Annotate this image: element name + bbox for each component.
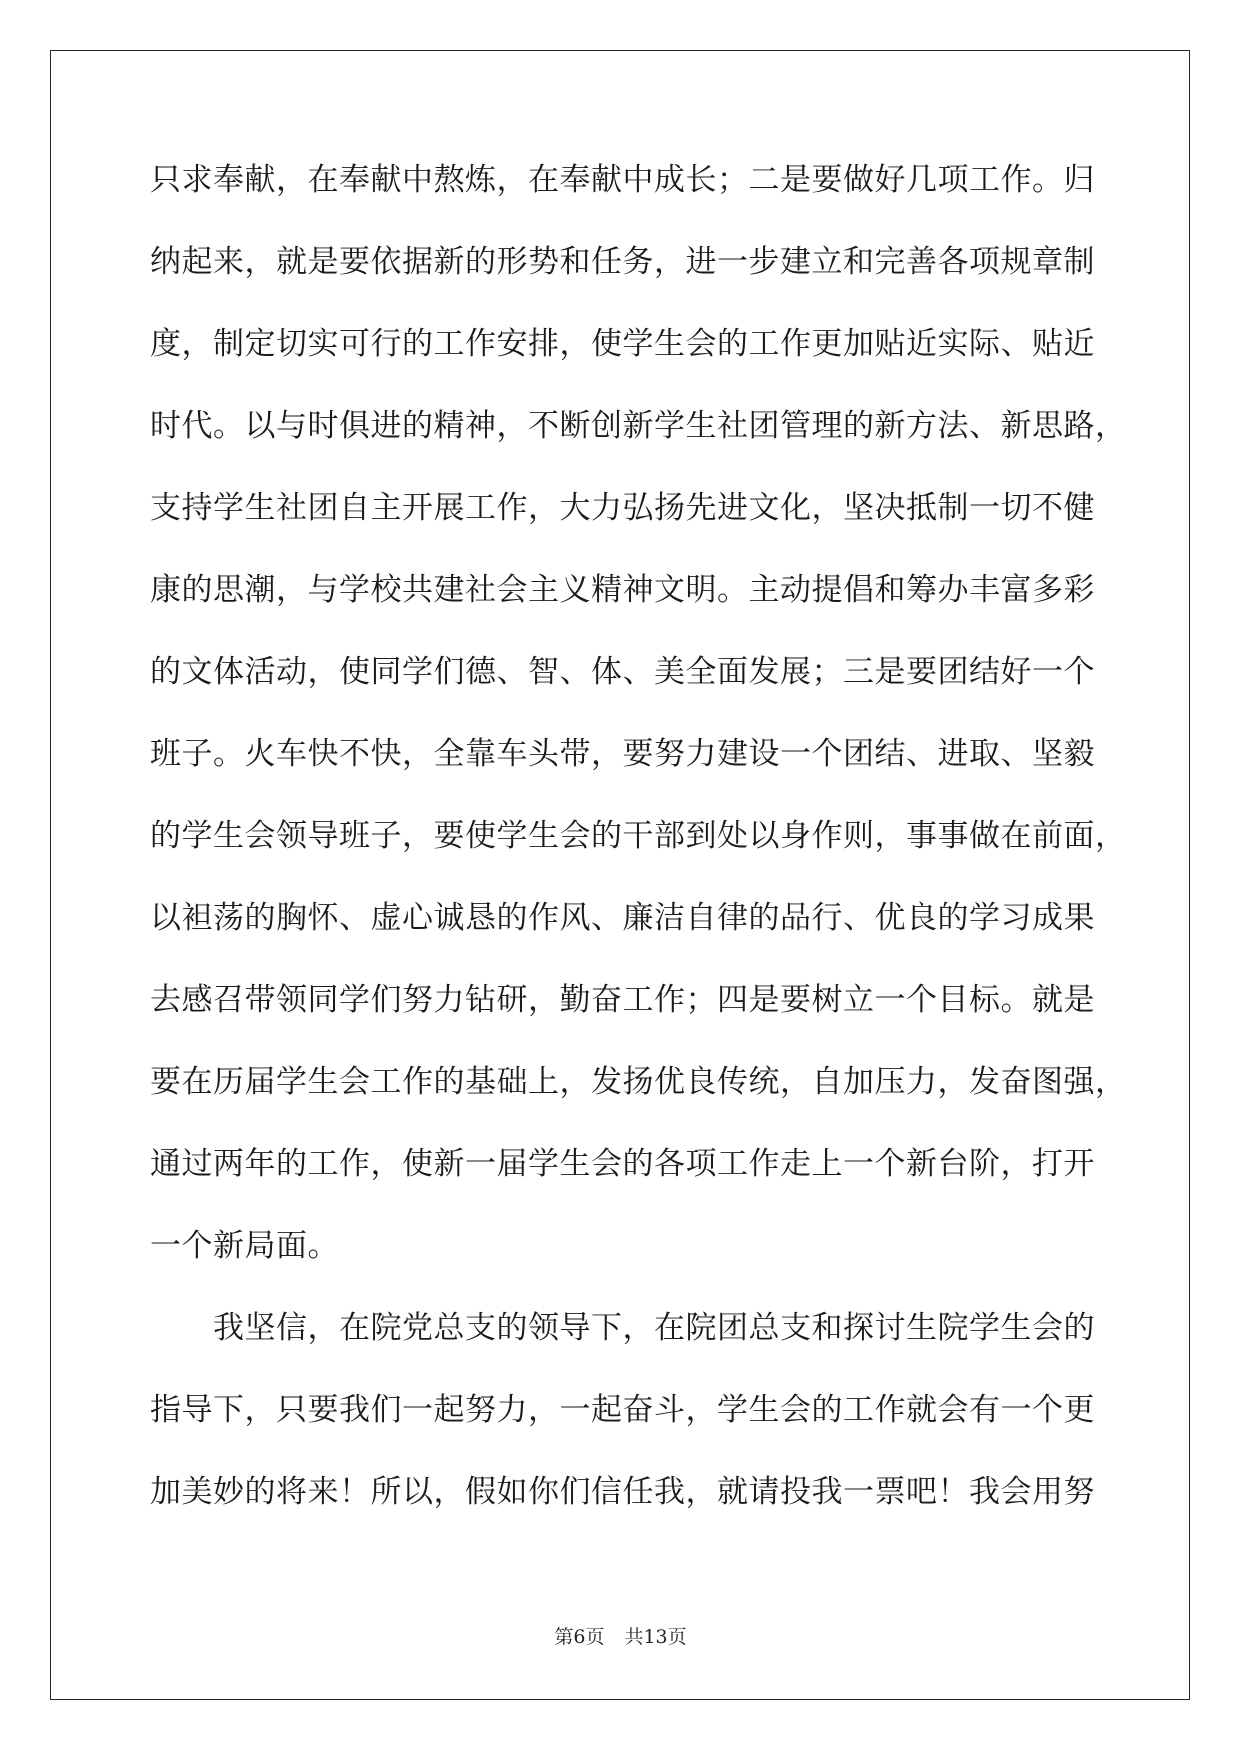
- page-number: 第6页: [554, 1626, 605, 1648]
- page-total: 共13页: [624, 1626, 687, 1648]
- text-line: 一个新局面。: [150, 1228, 339, 1264]
- text-line: 指导下，只要我们一起努力，一起奋斗，学生会的工作就会有一个更: [150, 1392, 1095, 1428]
- document-body: [150, 160, 1127, 1554]
- text-line: 的学生会领导班子，要使学生会的干部到处以身作则，事事做在前面，: [150, 818, 1127, 854]
- text-line: 康的思潮，与学校共建社会主义精神文明。主动提倡和筹办丰富多彩: [150, 572, 1095, 608]
- text-line: 我坚信，在院党总支的领导下，在院团总支和探讨生院学生会的: [150, 1310, 1095, 1346]
- text-line: 去感召带领同学们努力钻研，勤奋工作；四是要树立一个目标。就是: [150, 982, 1095, 1018]
- text-line: 时代。以与时俱进的精神，不断创新学生社团管理的新方法、新思路，: [150, 408, 1127, 444]
- text-line: 班子。火车快不快，全靠车头带，要努力建设一个团结、进取、坚毅: [150, 736, 1095, 772]
- text-line: 只求奉献，在奉献中熬炼，在奉献中成长；二是要做好几项工作。归: [150, 162, 1095, 198]
- text-line: 的文体活动，使同学们德、智、体、美全面发展；三是要团结好一个: [150, 654, 1095, 690]
- text-line: 支持学生社团自主开展工作，大力弘扬先进文化，坚决抵制一切不健: [150, 490, 1095, 526]
- text-line: 通过两年的工作，使新一届学生会的各项工作走上一个新台阶，打开: [150, 1146, 1095, 1182]
- text-line: 要在历届学生会工作的基础上，发扬优良传统，自加压力，发奋图强，: [150, 1064, 1127, 1100]
- page-footer: [0, 1622, 1241, 1649]
- text-line: 纳起来，就是要依据新的形势和任务，进一步建立和完善各项规章制: [150, 244, 1095, 280]
- text-line: 以袒荡的胸怀、虚心诚恳的作风、廉洁自律的品行、优良的学习成果: [150, 900, 1095, 936]
- text-line: 度，制定切实可行的工作安排，使学生会的工作更加贴近实际、贴近: [150, 326, 1095, 362]
- text-line: 加美妙的将来！所以，假如你们信任我，就请投我一票吧！我会用努: [150, 1474, 1095, 1510]
